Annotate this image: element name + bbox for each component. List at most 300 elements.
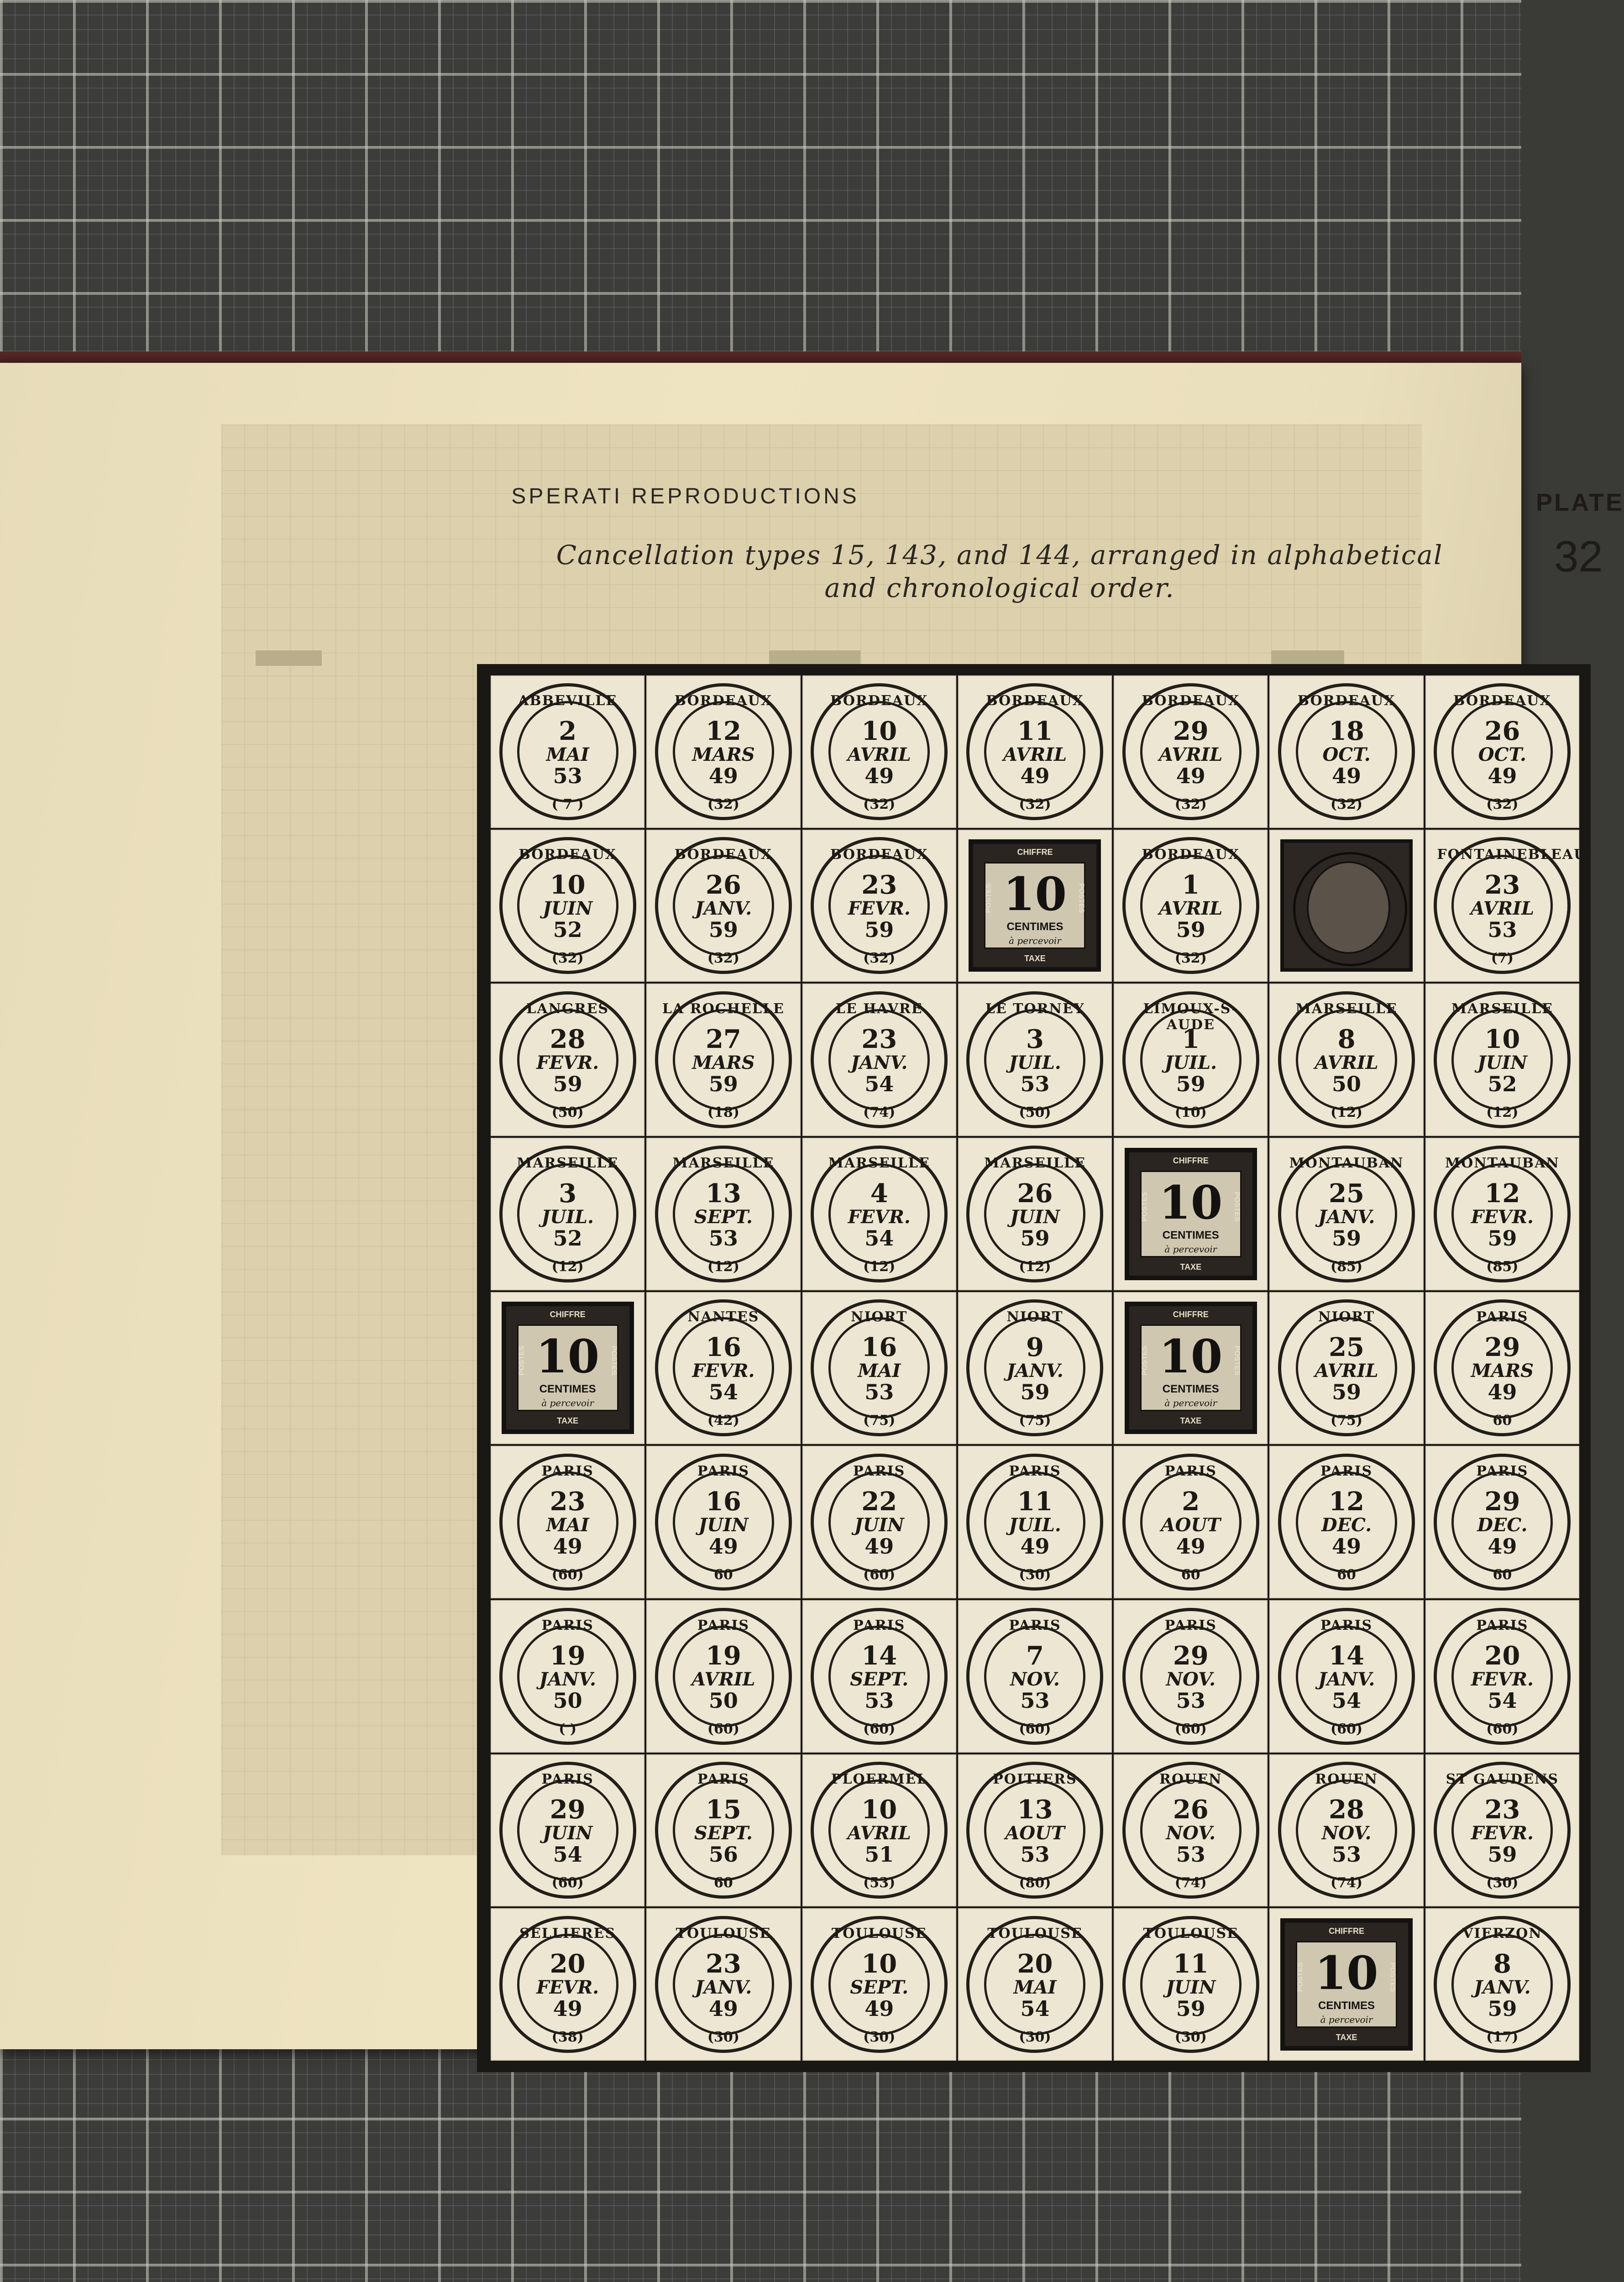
postmark bbox=[966, 1916, 1103, 2053]
postmark-town: PARIS bbox=[853, 1463, 906, 1480]
stamp-cell bbox=[958, 675, 1112, 828]
postmark-code: 60 bbox=[714, 1567, 733, 1583]
postmark-day: 10 bbox=[861, 716, 897, 746]
postmark-month: JUIN bbox=[698, 1514, 749, 1536]
postmark-town: PARIS bbox=[697, 1771, 750, 1788]
postmark-town: PARIS bbox=[1009, 1463, 1061, 1480]
book-page bbox=[0, 363, 1624, 2049]
postmark bbox=[1278, 1454, 1415, 1591]
postmark-code: (50) bbox=[551, 1104, 584, 1121]
register-mark-right bbox=[1271, 650, 1344, 666]
stamp-side-right: POSTES bbox=[1077, 884, 1085, 913]
postmark-day: 11 bbox=[1173, 1949, 1209, 1979]
postmark-month: JANV. bbox=[1474, 1977, 1531, 1999]
stamp-cell bbox=[1425, 984, 1579, 1136]
stamp-cell bbox=[1425, 1446, 1579, 1598]
stamp-cell bbox=[1114, 1138, 1268, 1290]
postmark bbox=[655, 683, 792, 820]
postmark-town: NIORT bbox=[851, 1309, 908, 1325]
postmark-town: PARIS bbox=[541, 1771, 594, 1788]
postmark-month: AVRIL bbox=[1470, 898, 1534, 920]
postmark-code: (75) bbox=[863, 1413, 896, 1429]
postmark-town: PARIS bbox=[853, 1617, 906, 1633]
postmark-town: PARIS bbox=[697, 1463, 750, 1480]
postmark-year: 59 bbox=[708, 1072, 738, 1097]
postmark-code: (32) bbox=[1486, 796, 1519, 812]
postmark-month: JUIN bbox=[1166, 1977, 1216, 1999]
postmark-town: BORDEAUX bbox=[1297, 692, 1396, 709]
postmark-day: 10 bbox=[861, 1949, 897, 1979]
postmark-month: JANV. bbox=[539, 1668, 596, 1690]
postmark-town: SELLIERES bbox=[519, 1926, 616, 1942]
postmark-year: 53 bbox=[1020, 1688, 1050, 1713]
stamp-cell bbox=[491, 1446, 644, 1598]
postmark bbox=[499, 1608, 636, 1745]
stamp-header-text: CHIFFRE bbox=[1173, 1310, 1209, 1319]
postmark-code: (50) bbox=[1019, 1104, 1051, 1121]
stamp-cell bbox=[646, 1754, 800, 1907]
postmark-year: 49 bbox=[1176, 1534, 1205, 1559]
postmark-code: (75) bbox=[1019, 1413, 1051, 1429]
postmark-day: 28 bbox=[550, 1024, 586, 1055]
stamp-cell bbox=[958, 1138, 1112, 1290]
postmark-year: 59 bbox=[1020, 1380, 1050, 1405]
postmark bbox=[499, 683, 636, 820]
postmark-month: MARS bbox=[1471, 1360, 1534, 1382]
postmark bbox=[1434, 1299, 1571, 1436]
postmark-month: MAI bbox=[1013, 1977, 1057, 1999]
postmark bbox=[1434, 991, 1571, 1128]
postmark bbox=[1434, 1146, 1571, 1282]
stamp-cell bbox=[1425, 1138, 1579, 1290]
stamp-cell bbox=[958, 1292, 1112, 1445]
register-mark-left bbox=[256, 650, 322, 666]
postmark bbox=[811, 1146, 948, 1282]
postmark-code: (32) bbox=[863, 950, 896, 967]
postmark-month: AVRIL bbox=[1159, 898, 1223, 920]
postmark-code: ( ) bbox=[559, 1721, 577, 1737]
chiffre-taxe-stamp bbox=[502, 1302, 634, 1434]
postmark-town: PARIS bbox=[1476, 1309, 1529, 1325]
postmark-day: 8 bbox=[1337, 1024, 1356, 1055]
postmark-year: 49 bbox=[1332, 1534, 1362, 1559]
postmark-town: MONTAUBAN bbox=[1445, 1155, 1560, 1171]
postmark-code: (60) bbox=[863, 1567, 896, 1583]
postmark-town: BORDEAUX bbox=[674, 692, 773, 709]
postmark-day: 23 bbox=[550, 1486, 586, 1517]
stamp-side-right: POSTES bbox=[1233, 1346, 1241, 1376]
postmark-town: MARSEILLE bbox=[1451, 1001, 1553, 1017]
postmark-month: AVRIL bbox=[847, 743, 911, 765]
stamp-side-right: POSTES bbox=[1233, 1192, 1241, 1222]
postmark-month: MAI bbox=[858, 1360, 901, 1382]
stamp-centimes: CENTIMES bbox=[1006, 921, 1063, 933]
stamp-cell bbox=[958, 1446, 1112, 1598]
postmark bbox=[966, 1608, 1103, 1745]
postmark bbox=[811, 1916, 948, 2053]
stamp-side-right: POSTES bbox=[1388, 1962, 1397, 1992]
postmark-month: NOV. bbox=[1321, 1822, 1372, 1844]
postmark-day: 28 bbox=[1329, 1795, 1365, 1825]
postmark-town: LIMOUX-S-AUDE bbox=[1143, 1001, 1239, 1033]
postmark-month: AVRIL bbox=[1315, 1360, 1378, 1382]
postmark-year: 49 bbox=[708, 1534, 738, 1559]
stamp-footer-text: TAXE bbox=[1180, 1262, 1202, 1272]
stamp-percevoir: à percevoir bbox=[1164, 1397, 1217, 1409]
postmark bbox=[499, 1146, 636, 1282]
stamp-cell bbox=[646, 830, 800, 982]
stamp-footer-text: TAXE bbox=[557, 1416, 578, 1426]
stamp-side-right: POSTES bbox=[610, 1346, 618, 1376]
stamp-side-left: POSTES bbox=[1141, 1346, 1149, 1376]
stamp-cell bbox=[1269, 984, 1423, 1136]
postmark-town: PLOERMEL bbox=[831, 1771, 927, 1788]
postmark-day: 10 bbox=[1484, 1024, 1520, 1055]
postmark-code: 60 bbox=[1337, 1567, 1356, 1583]
postmark-day: 4 bbox=[870, 1178, 888, 1209]
postmark-code: (30) bbox=[1174, 2029, 1207, 2046]
postmark bbox=[1434, 683, 1571, 820]
stamp-cell bbox=[1269, 1138, 1423, 1290]
postmark-town: TOULOUSE bbox=[1143, 1926, 1239, 1942]
stamp-cell bbox=[1114, 984, 1268, 1136]
postmark-day: 18 bbox=[1329, 716, 1365, 746]
postmark-month: FEVR. bbox=[1471, 1668, 1534, 1690]
postmark-day: 10 bbox=[550, 870, 586, 900]
postmark-year: 49 bbox=[708, 763, 738, 788]
cancellation-ring bbox=[1293, 852, 1407, 966]
postmark-day: 23 bbox=[861, 870, 897, 900]
stamp-value: 10 bbox=[536, 1329, 600, 1384]
postmark bbox=[1278, 1762, 1415, 1899]
postmark-year: 53 bbox=[1020, 1072, 1050, 1097]
postmark-month: JANV. bbox=[850, 1052, 908, 1074]
postmark-year: 53 bbox=[553, 763, 582, 788]
stamp-cell bbox=[802, 1908, 956, 2061]
postmark-town: MARSEILLE bbox=[828, 1155, 930, 1171]
stamp-side-left: POSTES bbox=[1296, 1962, 1304, 1992]
chiffre-taxe-stamp bbox=[1125, 1148, 1257, 1280]
postmark-month: JUIN bbox=[543, 1822, 593, 1844]
postmark-code: (32) bbox=[707, 950, 739, 967]
postmark bbox=[655, 1608, 792, 1745]
postmark bbox=[499, 1916, 636, 2053]
postmark bbox=[655, 1299, 792, 1436]
stamp-cell bbox=[958, 1908, 1112, 2061]
caption-line-2: and chronological order. bbox=[824, 572, 1175, 603]
postmark bbox=[966, 991, 1103, 1128]
postmark-year: 53 bbox=[864, 1688, 894, 1713]
postmark-code: (60) bbox=[551, 1875, 584, 1891]
stamp-side-left: POSTES bbox=[1141, 1192, 1149, 1222]
postmark-code: (12) bbox=[707, 1258, 739, 1275]
postmark-month: MARS bbox=[692, 743, 755, 765]
postmark-year: 50 bbox=[1332, 1072, 1362, 1097]
postmark bbox=[1434, 1608, 1571, 1745]
postmark-town: BORDEAUX bbox=[986, 692, 1084, 709]
postmark-code: (74) bbox=[1174, 1875, 1207, 1891]
postmark-month: JUIN bbox=[1477, 1052, 1527, 1074]
postmark-year: 49 bbox=[708, 1996, 738, 2021]
stamp-cell bbox=[491, 675, 644, 828]
postmark-month: SEPT. bbox=[694, 1822, 753, 1844]
stamp-cell bbox=[491, 1908, 644, 2061]
stamp-cell bbox=[646, 1138, 800, 1290]
postmark bbox=[1122, 1762, 1259, 1899]
stamp-centimes: CENTIMES bbox=[1162, 1229, 1219, 1241]
postmark-day: 1 bbox=[1182, 870, 1200, 900]
postmark-day: 12 bbox=[1329, 1486, 1365, 1517]
postmark-day: 19 bbox=[705, 1640, 741, 1671]
postmark bbox=[499, 991, 636, 1128]
postmark-town: TOULOUSE bbox=[987, 1926, 1083, 1942]
postmark-town: BORDEAUX bbox=[1453, 692, 1551, 709]
register-mark-center bbox=[769, 650, 860, 666]
postmark-code: (30) bbox=[1019, 2029, 1051, 2046]
postmark bbox=[499, 837, 636, 974]
postmark-town: MONTAUBAN bbox=[1289, 1155, 1404, 1171]
postmark-town: BORDEAUX bbox=[519, 847, 617, 863]
stamp-cell bbox=[1425, 1754, 1579, 1907]
stamp-cell bbox=[646, 675, 800, 828]
chiffre-taxe-stamp bbox=[969, 839, 1101, 972]
postmark-month: DEC. bbox=[1321, 1514, 1372, 1536]
postmark-town: VIERZON bbox=[1462, 1926, 1542, 1942]
chiffre-taxe-stamp bbox=[1125, 1302, 1257, 1434]
postmark bbox=[1122, 837, 1259, 974]
stamp-header-text: CHIFFRE bbox=[550, 1310, 586, 1319]
postmark-month: JUIL. bbox=[1164, 1052, 1217, 1074]
postmark-code: (32) bbox=[1174, 796, 1207, 812]
stamp-cell bbox=[802, 984, 956, 1136]
postmark-year: 53 bbox=[1020, 1842, 1050, 1867]
postmark-town: PARIS bbox=[697, 1617, 750, 1633]
stamp-percevoir: à percevoir bbox=[541, 1397, 594, 1409]
postmark-year: 54 bbox=[864, 1225, 894, 1251]
postmark-year: 59 bbox=[1332, 1225, 1362, 1251]
postmark-town: MARSEILLE bbox=[984, 1155, 1086, 1171]
postmark-year: 56 bbox=[708, 1842, 738, 1867]
stamp-cell bbox=[1269, 1754, 1423, 1907]
postmark-month: FEVR. bbox=[848, 898, 911, 920]
postmark-town: PARIS bbox=[1164, 1617, 1217, 1633]
stamp-cell bbox=[646, 1908, 800, 2061]
postmark-month: FEVR. bbox=[848, 1206, 911, 1228]
postmark-day: 19 bbox=[550, 1640, 586, 1671]
postmark bbox=[966, 1299, 1103, 1436]
postmark-day: 16 bbox=[705, 1332, 741, 1363]
postmark-code: (60) bbox=[1174, 1721, 1207, 1737]
postmark-day: 7 bbox=[1026, 1640, 1044, 1671]
postmark-code: (60) bbox=[1486, 1721, 1519, 1737]
postmark bbox=[1278, 1608, 1415, 1745]
stamp-cell bbox=[1269, 1908, 1423, 2061]
postmark-year: 53 bbox=[1176, 1842, 1205, 1867]
postmark-day: 25 bbox=[1329, 1178, 1365, 1209]
postmark-town: BORDEAUX bbox=[830, 847, 928, 863]
postmark-month: OCT. bbox=[1478, 743, 1526, 765]
postmark-code: (60) bbox=[1330, 1721, 1363, 1737]
postmark-month: FEVR. bbox=[1471, 1822, 1534, 1844]
postmark-year: 49 bbox=[864, 763, 894, 788]
caption bbox=[477, 539, 1522, 604]
stamp-side-left: POSTES bbox=[518, 1346, 526, 1376]
stamp-percevoir: à percevoir bbox=[1320, 2014, 1373, 2026]
postmark-code: (30) bbox=[1486, 1875, 1519, 1891]
postmark-month: JUIL. bbox=[541, 1206, 594, 1228]
stamp-cell bbox=[1114, 675, 1268, 828]
postmark-town: NIORT bbox=[1318, 1309, 1375, 1325]
stamp-cell bbox=[1114, 1600, 1268, 1753]
postmark-year: 50 bbox=[553, 1688, 582, 1713]
postmark-day: 14 bbox=[861, 1640, 897, 1671]
postmark-code: (74) bbox=[1330, 1875, 1363, 1891]
postmark-month: JUIN bbox=[1010, 1206, 1060, 1228]
postmark-year: 52 bbox=[553, 917, 582, 942]
page-title: SPERATI REPRODUCTIONS bbox=[511, 484, 859, 508]
postmark-year: 49 bbox=[1020, 1534, 1050, 1559]
postmark-year: 49 bbox=[1488, 1380, 1517, 1405]
stamp-cell bbox=[802, 1754, 956, 1907]
postmark-year: 53 bbox=[708, 1225, 738, 1251]
postmark bbox=[655, 1762, 792, 1899]
stamp-header-text: CHIFFRE bbox=[1173, 1156, 1209, 1165]
stamp-cell bbox=[802, 1138, 956, 1290]
postmark-day: 20 bbox=[550, 1949, 586, 1979]
postmark-year: 53 bbox=[1332, 1842, 1362, 1867]
postmark-month: JANV. bbox=[1318, 1668, 1375, 1690]
postmark-code: (53) bbox=[863, 1875, 896, 1891]
postmark-code: (75) bbox=[1330, 1413, 1363, 1429]
postmark-code: (12) bbox=[1330, 1104, 1363, 1121]
stamp-sheet bbox=[477, 664, 1591, 2072]
stamp-cell bbox=[646, 984, 800, 1136]
postmark-day: 2 bbox=[559, 716, 577, 746]
postmark-day: 22 bbox=[861, 1486, 897, 1517]
caption-line-1: Cancellation types 15, 143, and 144, arranged in alphabetical bbox=[556, 539, 1443, 570]
postmark-year: 53 bbox=[1176, 1688, 1205, 1713]
postmark-month: AOUT bbox=[1161, 1514, 1221, 1536]
stamp-cell bbox=[802, 830, 956, 982]
postmark-code: (60) bbox=[1019, 1721, 1051, 1737]
postmark-town: BORDEAUX bbox=[830, 692, 928, 709]
postmark-month: SEPT. bbox=[694, 1206, 753, 1228]
postmark-year: 59 bbox=[1176, 1996, 1205, 2021]
postmark-month: MAI bbox=[546, 1514, 589, 1536]
postmark-code: 60 bbox=[1493, 1413, 1512, 1429]
postmark-code: (42) bbox=[707, 1413, 739, 1429]
postmark-day: 11 bbox=[1017, 716, 1053, 746]
postmark-day: 29 bbox=[1173, 1640, 1209, 1671]
stamp-footer-text: TAXE bbox=[1180, 1416, 1202, 1426]
stamp-cell bbox=[1114, 1908, 1268, 2061]
stamp-value: 10 bbox=[1003, 867, 1067, 921]
stamp-cell bbox=[802, 1446, 956, 1598]
stamp-cell bbox=[491, 1292, 644, 1445]
postmark-town: BORDEAUX bbox=[674, 847, 773, 863]
chiffre-taxe-stamp bbox=[1280, 1918, 1413, 2051]
postmark-day: 15 bbox=[705, 1795, 741, 1825]
stamp-cell bbox=[802, 1600, 956, 1753]
postmark-year: 59 bbox=[1488, 1842, 1517, 1867]
postmark-town: LE TORNEY bbox=[985, 1001, 1085, 1017]
postmark-code: (74) bbox=[863, 1104, 896, 1121]
postmark-day: 12 bbox=[1484, 1178, 1520, 1209]
postmark-town: PARIS bbox=[1164, 1463, 1217, 1480]
postmark-town: POITIERS bbox=[993, 1771, 1077, 1788]
postmark bbox=[966, 1146, 1103, 1282]
stamp-cell bbox=[646, 1292, 800, 1445]
stamp-percevoir: à percevoir bbox=[1164, 1243, 1217, 1255]
postmark-day: 25 bbox=[1329, 1332, 1365, 1363]
postmark-day: 8 bbox=[1493, 1949, 1511, 1979]
postmark bbox=[811, 683, 948, 820]
postmark-town: PARIS bbox=[541, 1463, 594, 1480]
postmark-year: 52 bbox=[553, 1225, 582, 1251]
postmark-year: 54 bbox=[708, 1380, 738, 1405]
postmark-day: 26 bbox=[1173, 1795, 1209, 1825]
postmark-code: 60 bbox=[714, 1875, 733, 1891]
stamp-cell bbox=[1114, 1446, 1268, 1598]
postmark-town: NIORT bbox=[1006, 1309, 1063, 1325]
stamp-cell bbox=[1425, 1908, 1579, 2061]
postmark-town: PARIS bbox=[1476, 1463, 1529, 1480]
postmark bbox=[1278, 1146, 1415, 1282]
stamp-grid bbox=[491, 675, 1587, 2061]
postmark bbox=[811, 1454, 948, 1591]
stamp-cell bbox=[958, 1600, 1112, 1753]
stamp-cell bbox=[646, 1600, 800, 1753]
stamp-value: 10 bbox=[1315, 1946, 1378, 2000]
postmark-year: 50 bbox=[708, 1688, 738, 1713]
postmark-day: 13 bbox=[705, 1178, 741, 1209]
postmark-month: AVRIL bbox=[692, 1668, 755, 1690]
stamp-cell bbox=[958, 984, 1112, 1136]
postmark bbox=[811, 1299, 948, 1436]
postmark-year: 59 bbox=[1020, 1225, 1050, 1251]
postmark bbox=[1278, 991, 1415, 1128]
stamp-cell bbox=[1269, 830, 1423, 982]
stamp-cell bbox=[491, 830, 644, 982]
postmark-town: ROUEN bbox=[1315, 1771, 1378, 1788]
postmark-year: 59 bbox=[1176, 1072, 1205, 1097]
stamp-cell bbox=[1425, 675, 1579, 828]
postmark-month: AVRIL bbox=[1003, 743, 1067, 765]
postmark-day: 11 bbox=[1017, 1486, 1053, 1517]
postmark-town: FONTAINEBLEAU bbox=[1437, 847, 1587, 863]
postmark-month: JANV. bbox=[1006, 1360, 1063, 1382]
postmark-month: JANV. bbox=[695, 1977, 752, 1999]
stamp-cell bbox=[802, 675, 956, 828]
postmark-month: JANV. bbox=[695, 898, 752, 920]
stamp-centimes: CENTIMES bbox=[1318, 1999, 1375, 2012]
postmark-year: 49 bbox=[553, 1534, 582, 1559]
postmark-code: (32) bbox=[863, 796, 896, 812]
postmark-code: (38) bbox=[551, 2029, 584, 2046]
plate-number: 32 bbox=[1554, 532, 1603, 581]
postmark-year: 54 bbox=[1332, 1688, 1362, 1713]
postmark-town: PARIS bbox=[1320, 1463, 1373, 1480]
stamp-cell bbox=[802, 1292, 956, 1445]
postmark-code: (30) bbox=[1019, 1567, 1051, 1583]
stamp-side-left: POSTES bbox=[985, 884, 993, 913]
postmark-code: (32) bbox=[1019, 796, 1051, 812]
postmark-day: 13 bbox=[1017, 1795, 1053, 1825]
postmark-month: OCT. bbox=[1322, 743, 1371, 765]
postmark bbox=[966, 683, 1103, 820]
postmark-month: JANV. bbox=[1318, 1206, 1375, 1228]
stamp-cell bbox=[1269, 675, 1423, 828]
